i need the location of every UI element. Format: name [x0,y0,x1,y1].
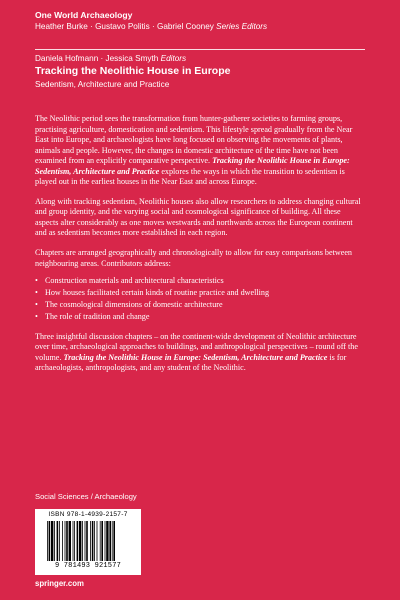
book-editors-names: Daniela Hofmann · Jessica Smyth [35,54,159,63]
book-editors-role: Editors [160,54,187,63]
book-subtitle: Sedentism, Architecture and Practice [35,80,170,89]
barcode-bar [94,521,95,561]
list-item: • Construction materials and architectural characteristics [35,276,365,287]
barcode-bar [92,521,94,561]
paragraph-1-title: Tracking the Neolithic House in Europe: Sedentism, Architecture and Practice [35,156,350,176]
isbn-label: ISBN 978-1-4939-2157-7 [48,511,128,518]
barcode-bar [49,521,51,561]
barcode-bar [62,521,63,561]
blurb [35,114,365,383]
list-item: • The role of tradition and change [35,312,365,323]
paragraph-3: Chapters are arranged geographically and chronologically to allow for easy comparisons between neighbouring areas. Contributors address: [35,248,352,268]
list-item: • The cosmological dimensions of domestic architecture [35,300,365,311]
barcode-bar [85,521,86,561]
paragraph-1-text-b: explores the ways in which the transition to sedentism is played out in the earliest houses in the Near East and across Europe. [35,166,345,187]
publisher-website: springer.com [35,579,84,588]
series-editors-role: Series Editors [216,22,268,31]
barcode-bar [101,521,103,561]
divider [35,49,365,50]
barcode-bar [59,521,60,561]
barcode-bar [47,521,48,561]
paragraph-4-text-a: Three insightful discussion chapters – on the continent-wide development of Neolithic architecture over time, archaeological approaches to buildings, and anthropological perspectives – round off the volume. [35,331,358,362]
barcode-bar [79,521,81,561]
paragraph-4-text-b: is for archaeologists, anthropologists, and any student of the Neolithic. [35,352,347,373]
barcode-bar [74,521,75,561]
barcode-bar [66,521,68,561]
book-editors [35,53,375,64]
barcode-bar [113,521,115,561]
barcode-bar [82,521,83,561]
paragraph-4-title: Tracking the Neolithic House in Europe: Sedentism, Architecture and Practice [63,352,328,362]
barcode-bar [105,521,106,561]
paragraph-1-text-a: The Neolithic period sees the transformation from hunter-gatherer societies to farming groups, practising agriculture, domestication and sedentism. This lifestyle spread gradually from the Near East into Europe, and archaeologists have long focused on observing the movements of plants, animals and people. However, the changes in domestic architecture of the time have not been examined from an explicitly comparative perspective. [35,114,353,166]
book-title: Tracking the Neolithic House in Europe [35,65,231,77]
barcode-bar [54,521,55,561]
topics-list [35,276,365,323]
barcode-bar [90,521,91,561]
list-item: • How houses facilitated certain kinds of routine practice and dwelling [35,288,365,299]
barcode-bar [106,521,108,561]
barcode-bar [65,521,66,561]
barcode-bar [69,521,71,561]
barcode-bar [86,521,88,561]
paragraph-1 [35,114,365,188]
subject-category: Social Sciences / Archaeology [35,492,137,501]
series-editors [35,21,375,32]
paragraph-2: Along with tracking sedentism, Neolithic houses also allow researchers to address changing cultural and group identity, and the varying social and cosmological significance of building. All these aspects alter considerably as one moves westwards and northwards across the European continent and as sedentism becomes more established in each region. [35,196,361,238]
barcode-bar [73,521,74,561]
barcode-bar [109,521,111,561]
barcode-bar [77,521,79,561]
barcode-bars [47,521,137,561]
barcode-bar [100,521,101,561]
series-title: One World Archaeology [35,10,133,20]
series-editors-names: Heather Burke · Gustavo Politis · Gabriel Cooney [35,22,214,31]
barcode-bar [97,521,98,561]
barcode [35,509,141,575]
paragraph-4 [35,332,365,374]
barcode-digits: 9 781493 921577 [54,562,121,570]
barcode-bar [51,521,53,561]
barcode-bar [112,521,113,561]
series-header [35,10,375,32]
barcode-bar [57,521,59,561]
book-info [35,53,375,90]
